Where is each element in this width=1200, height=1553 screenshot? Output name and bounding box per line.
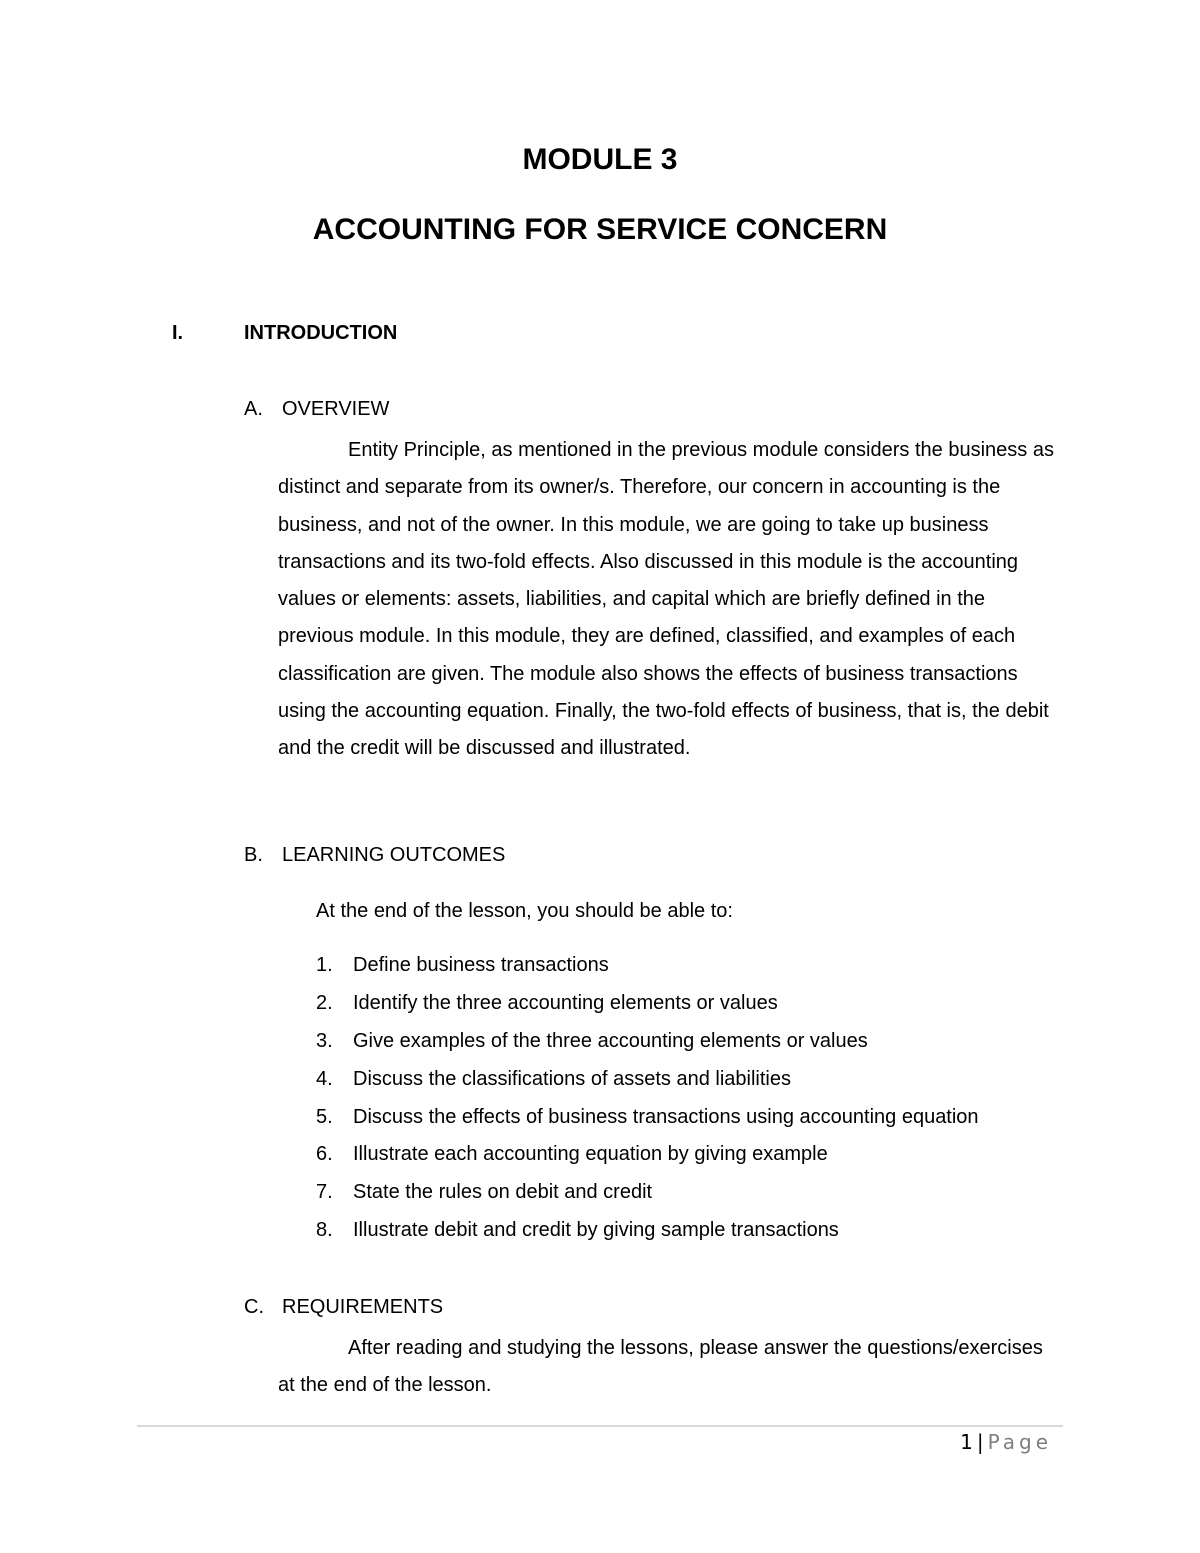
- page-footer: [960, 1430, 1052, 1454]
- list-item-text: Discuss the effects of business transactions using accounting equation: [353, 1105, 979, 1128]
- page-label: Page: [987, 1430, 1052, 1454]
- requirements-paragraph: After reading and studying the lessons, please answer the questions/exercises at the end of the lesson.: [278, 1337, 1043, 1397]
- list-item-number: 1.: [316, 954, 333, 976]
- list-item-number: 8.: [316, 1219, 333, 1242]
- section-number: I.: [172, 322, 184, 344]
- overview-letter: A.: [244, 398, 263, 420]
- list-item-text: Identify the three accounting elements or values: [353, 991, 778, 1014]
- list-item-number: 2.: [316, 991, 333, 1014]
- learning-outcomes-label: LEARNING OUTCOMES: [282, 844, 506, 866]
- list-item-text: State the rules on debit and credit: [353, 1181, 653, 1204]
- footer-separator: |: [976, 1430, 984, 1454]
- overview-paragraph: Entity Principle, as mentioned in the previous module considers the business as distinct and separate from its owner/s. Therefore, our concern in accounting is the business, and not of the owner. In this module, we are going to take up business transactions and its two-fold effects. Also discussed in this module is the accounting values or elements: assets, liabilities, and capital which are briefly defined in the previous module. In this module, they are defined, classified, and examples of each classification are given. The module also shows the effects of business transactions using the accounting equation. Finally, the two-fold effects of business, that is, the debit and the credit will be discussed and illustrated.: [278, 439, 1054, 760]
- requirements-label: REQUIREMENTS: [282, 1296, 444, 1318]
- requirements-letter: C.: [244, 1296, 264, 1318]
- overview-label: OVERVIEW: [282, 398, 390, 420]
- module-title: MODULE 3: [522, 143, 678, 176]
- page-number: 1: [960, 1430, 973, 1454]
- list-item-number: 4.: [316, 1067, 333, 1090]
- list-item-number: 7.: [316, 1181, 333, 1204]
- list-item-text: Define business transactions: [353, 954, 609, 976]
- learning-outcomes-letter: B.: [244, 844, 263, 866]
- list-item-text: Give examples of the three accounting elements or values: [353, 1029, 868, 1052]
- list-item-number: 6.: [316, 1143, 333, 1166]
- list-item-number: 5.: [316, 1105, 333, 1128]
- module-subtitle: ACCOUNTING FOR SERVICE CONCERN: [312, 213, 888, 246]
- list-item-text: Illustrate each accounting equation by giving example: [353, 1143, 828, 1166]
- list-item-text: Discuss the classifications of assets and liabilities: [353, 1067, 791, 1090]
- list-item-number: 3.: [316, 1029, 333, 1052]
- footer-divider: [137, 1425, 1063, 1427]
- learning-outcomes-intro: At the end of the lesson, you should be able to:: [316, 900, 733, 922]
- list-item-text: Illustrate debit and credit by giving sample transactions: [353, 1219, 839, 1242]
- section-heading: INTRODUCTION: [244, 322, 398, 344]
